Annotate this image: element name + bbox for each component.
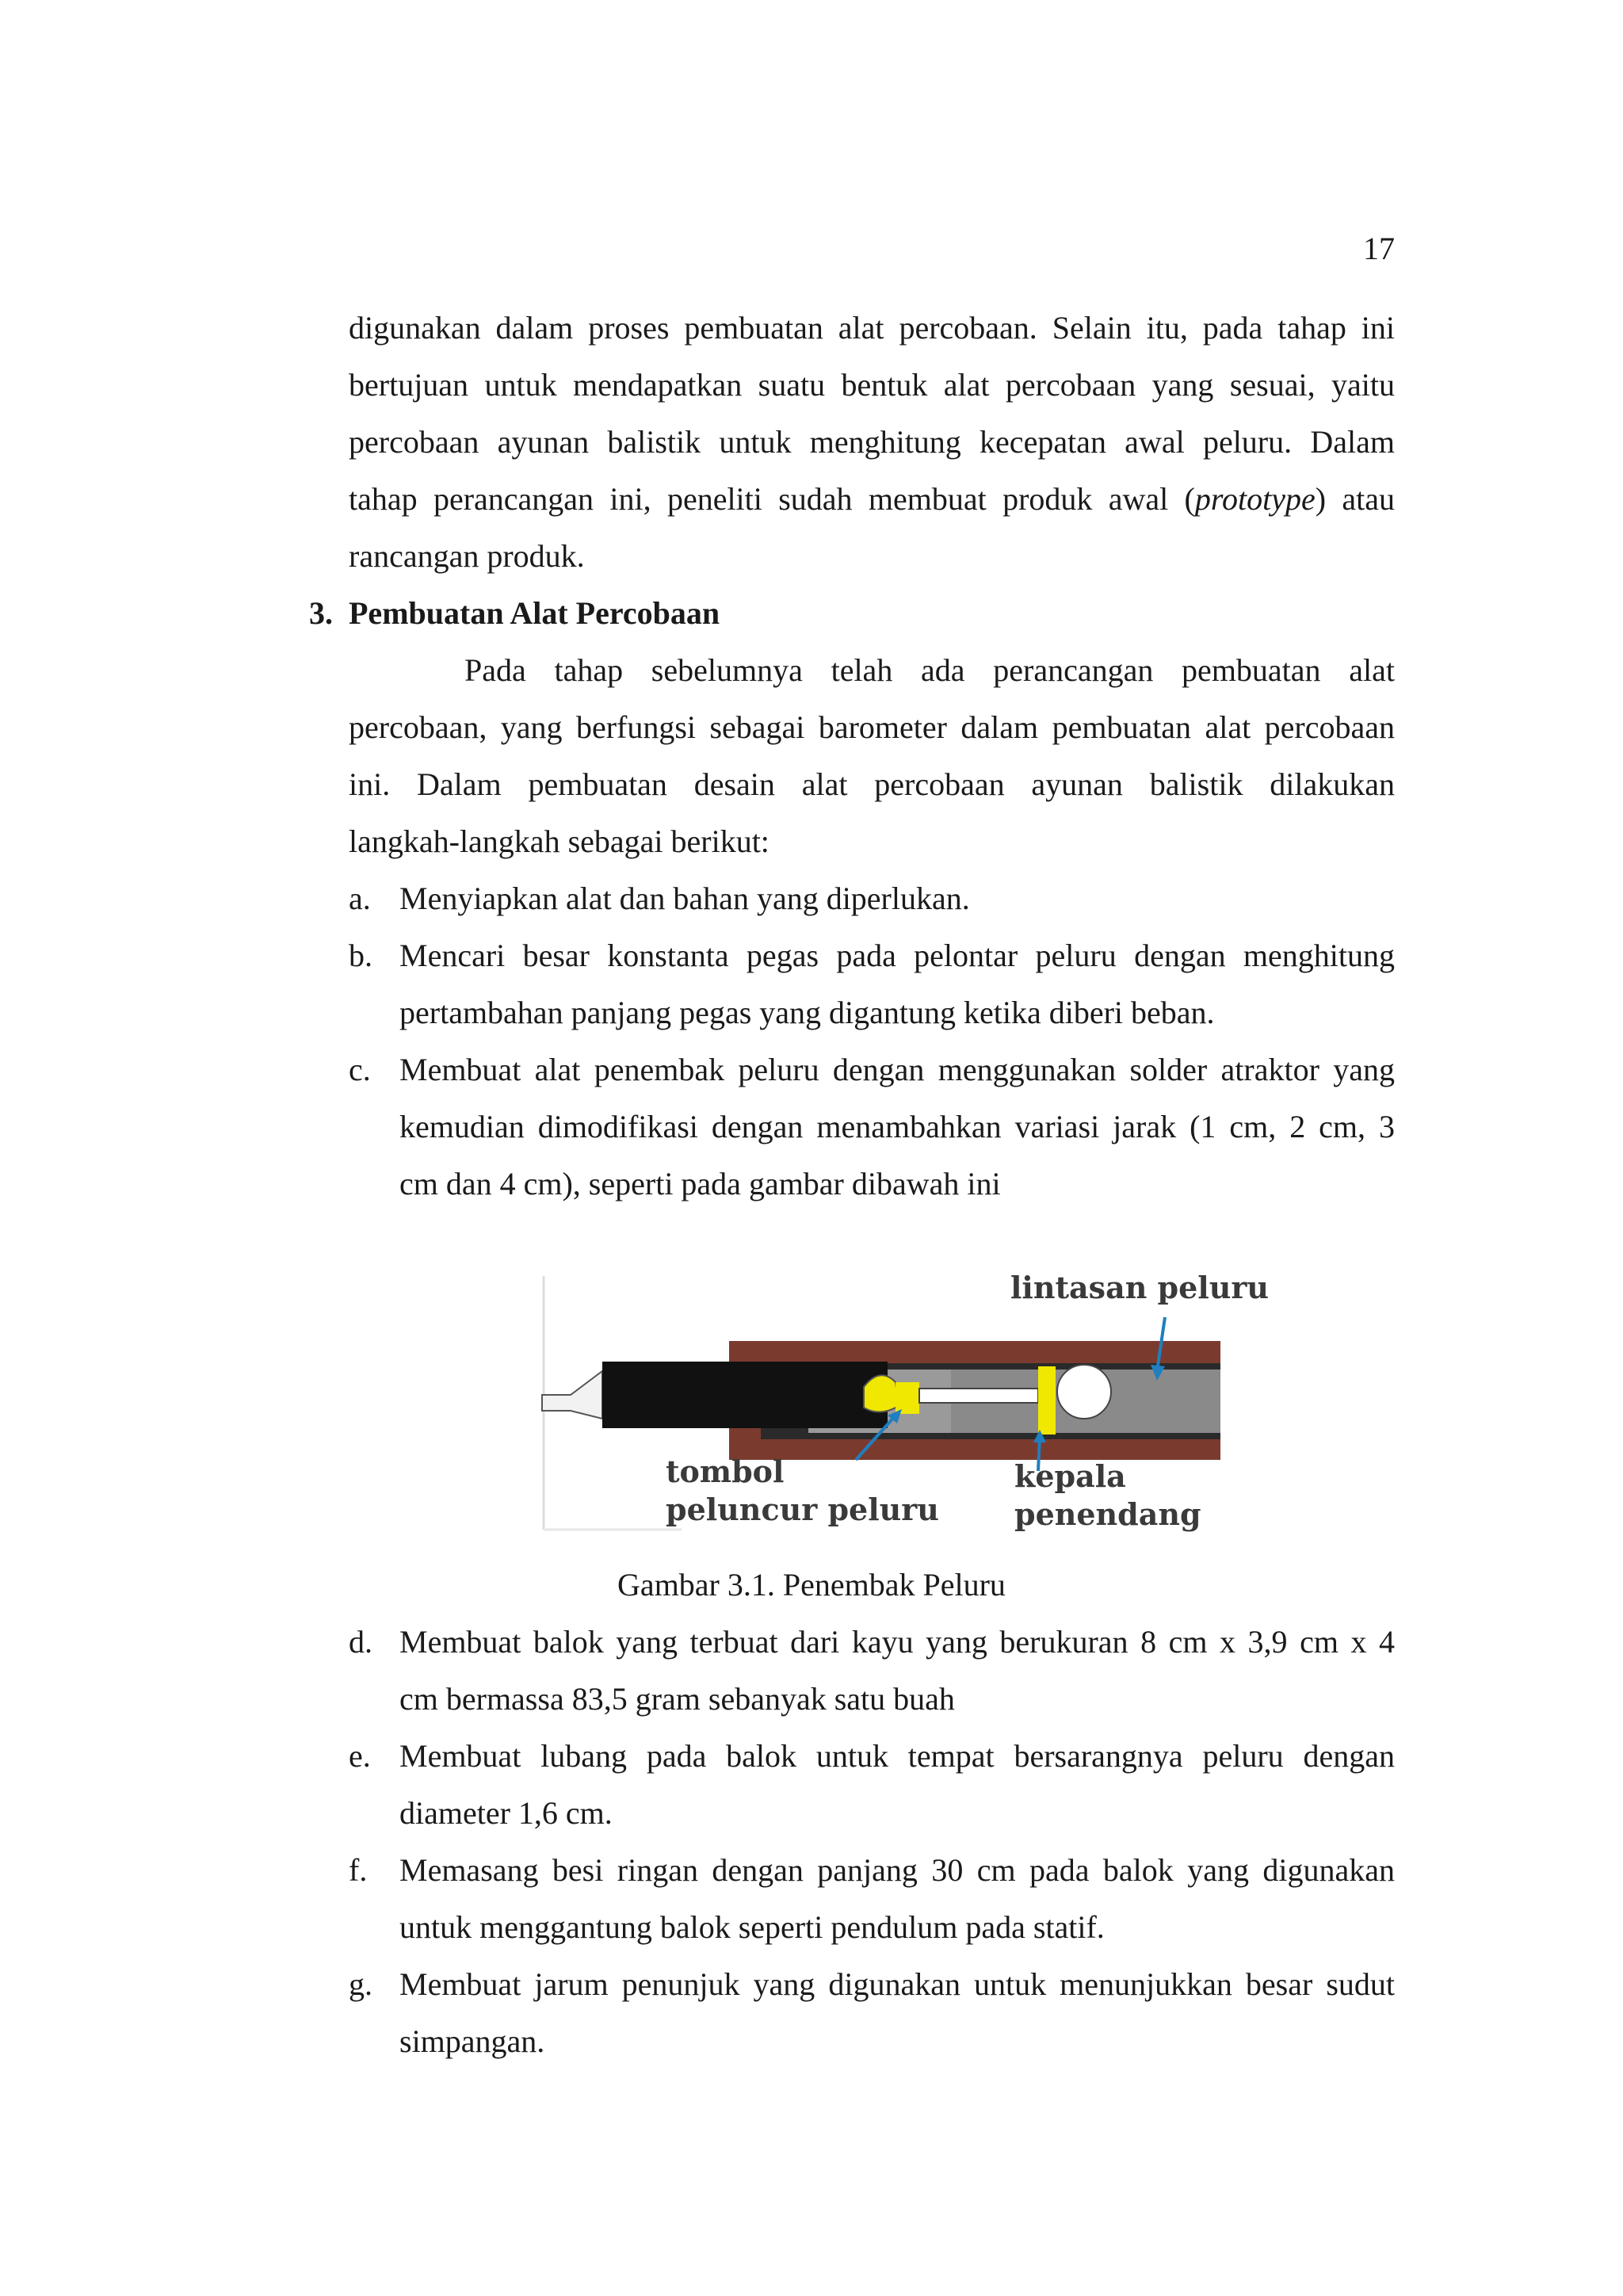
list-marker-e: e. — [349, 1738, 371, 1774]
prototype-term: prototype — [1194, 481, 1316, 517]
section-title: Pembuatan Alat Percobaan — [349, 595, 720, 631]
list-item-b-line-1: Mencari besar konstanta pegas pada pelontar peluru dengan menghitung — [399, 938, 1395, 973]
list-item-f-line-1: Memasang besi ringan dengan panjang 30 cm pada balok yang digunakan — [399, 1852, 1395, 1888]
page-number: 17 — [1363, 231, 1395, 266]
label-trigger-1: tombol — [666, 1454, 785, 1489]
solder-handle — [602, 1362, 888, 1428]
bullet-icon — [1057, 1365, 1111, 1419]
label-head-2: penendang — [1014, 1496, 1201, 1532]
list-item-e-line-2: diameter 1,6 cm. — [399, 1795, 613, 1831]
label-trigger-2: peluncur peluru — [666, 1492, 939, 1527]
list-marker-f: f. — [349, 1852, 368, 1888]
label-head-1: kepala — [1014, 1458, 1126, 1494]
section-number: 3. — [309, 595, 333, 631]
list-marker-a: a. — [349, 881, 371, 916]
list-item-d-line-2: cm bermassa 83,5 gram sebanyak satu buah — [399, 1681, 955, 1717]
trigger-button-icon — [864, 1375, 899, 1412]
list-item-g-line-1: Membuat jarum penunjuk yang digunakan untuk menunjukkan besar sudut — [399, 1966, 1395, 2002]
list-item-b-line-2: pertambahan panjang pegas yang digantung ketika diberi beban. — [399, 995, 1215, 1030]
figure-bullet-shooter — [539, 1268, 1270, 1553]
bullet-shooter-illustration — [539, 1268, 1270, 1553]
list-item-d-line-1: Membuat balok yang terbuat dari kayu yang berukuran 8 cm x 3,9 cm x 4 — [399, 1624, 1395, 1660]
list-item-c-line-2: kemudian dimodifikasi dengan menambahkan variasi jarak (1 cm, 2 cm, 3 — [399, 1109, 1395, 1144]
figure-caption: Gambar 3.1. Penembak Peluru — [617, 1567, 1006, 1603]
striker-rod — [919, 1389, 1038, 1403]
intro-line-2: bertujuan untuk mendapatkan suatu bentuk alat percobaan yang sesuai, yaitu — [349, 367, 1395, 403]
intro-line-3: percobaan ayunan balistik untuk menghitung kecepatan awal peluru. Dalam — [349, 424, 1395, 460]
intro-line-4-before: tahap perancangan ini, peneliti sudah membuat produk awal ( — [349, 481, 1195, 517]
list-marker-g: g. — [349, 1966, 372, 2002]
list-item-f-line-2: untuk menggantung balok seperti pendulum pada statif. — [399, 1909, 1105, 1945]
section-paragraph-line-3: ini. Dalam pembuatan desain alat percobaan ayunan balistik dilakukan — [349, 766, 1395, 802]
list-item-e-line-1: Membuat lubang pada balok untuk tempat bersarangnya peluru dengan — [399, 1738, 1395, 1774]
label-trajectory: lintasan peluru — [1010, 1270, 1270, 1305]
list-marker-c: c. — [349, 1052, 371, 1087]
list-item-a-line-1: Menyiapkan alat dan bahan yang diperlukan. — [399, 881, 970, 916]
list-marker-b: b. — [349, 938, 372, 973]
section-paragraph-line-2: percobaan, yang berfungsi sebagai barometer dalam pembuatan alat percobaan — [349, 709, 1395, 745]
section-paragraph-line-1: Pada tahap sebelumnya telah ada perancangan pembuatan alat — [464, 652, 1395, 688]
intro-line-4 — [349, 480, 1395, 518]
section-paragraph-line-4: langkah-langkah sebagai berikut: — [349, 823, 769, 859]
solder-tip-icon — [542, 1371, 602, 1419]
trigger-mount — [896, 1382, 919, 1414]
list-marker-d: d. — [349, 1624, 372, 1660]
list-item-g-line-2: simpangan. — [399, 2023, 545, 2059]
intro-line-1: digunakan dalam proses pembuatan alat percobaan. Selain itu, pada tahap ini — [349, 310, 1395, 346]
list-item-c-line-3: cm dan 4 cm), seperti pada gambar dibawah ini — [399, 1166, 1001, 1201]
intro-line-4-after: ) atau — [1315, 481, 1395, 517]
list-item-c-line-1: Membuat alat penembak peluru dengan menggunakan solder atraktor yang — [399, 1052, 1395, 1087]
kicker-head — [1038, 1366, 1056, 1435]
intro-line-5: rancangan produk. — [349, 538, 585, 574]
